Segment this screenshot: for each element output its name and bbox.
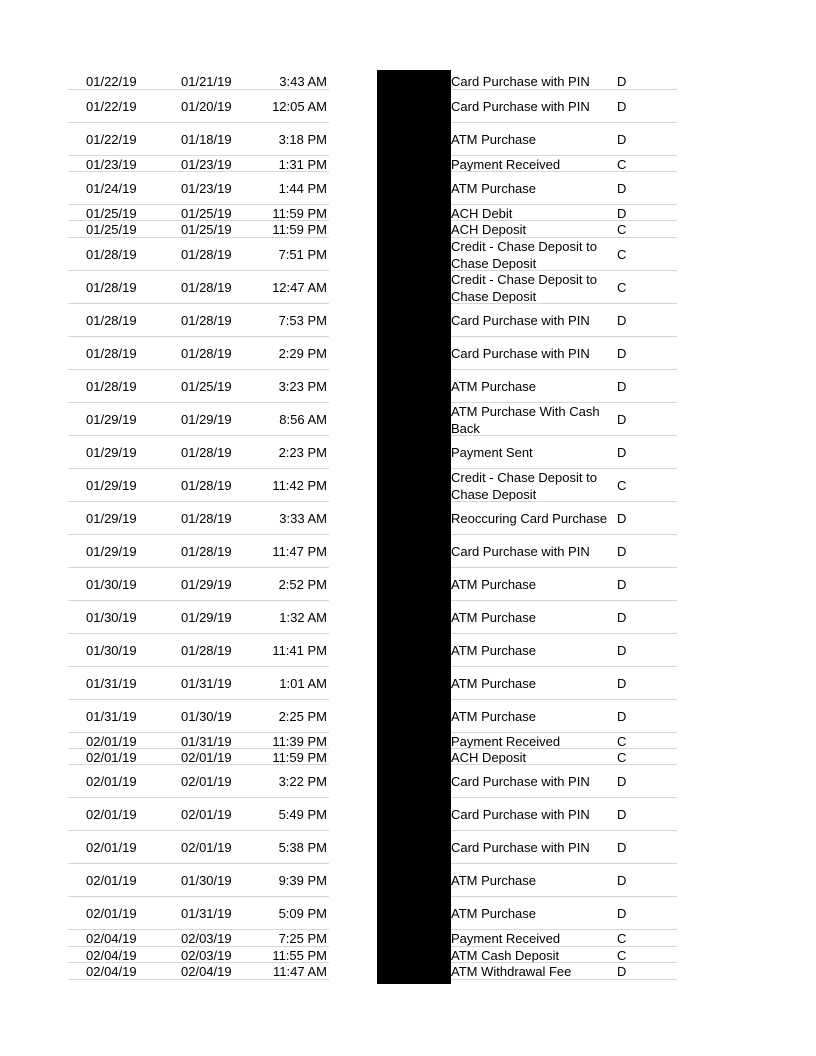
description-cell: Card Purchase with PIN <box>451 544 590 559</box>
description-cell: Credit - Chase Deposit to Chase Deposit <box>451 271 597 304</box>
transaction-date-cell: 01/28/19 <box>181 313 232 328</box>
post-date-cell: 02/01/19 <box>86 749 137 765</box>
transaction-date-cell: 01/29/19 <box>181 610 232 625</box>
post-date-cell: 02/01/19 <box>86 774 137 789</box>
time-cell: 11:59 PM <box>272 222 327 237</box>
type-cell: D <box>617 906 627 921</box>
time-cell: 7:53 PM <box>278 313 327 328</box>
transaction-date-cell: 01/30/19 <box>181 709 232 724</box>
transaction-date-cell: 02/04/19 <box>181 964 232 979</box>
description-cell: Credit - Chase Deposit to Chase Deposit <box>451 469 597 502</box>
type-cell: C <box>617 222 627 237</box>
post-date-cell: 01/31/19 <box>86 676 137 691</box>
transaction-date-cell: 01/28/19 <box>181 544 232 559</box>
time-cell: 11:59 PM <box>272 749 327 765</box>
post-date-cell: 01/30/19 <box>86 610 137 625</box>
post-date-cell: 01/29/19 <box>86 478 137 493</box>
transaction-date-cell: 01/28/19 <box>181 511 232 526</box>
time-cell: 5:49 PM <box>278 807 327 822</box>
type-cell: C <box>617 947 627 963</box>
time-cell: 11:42 PM <box>272 478 327 493</box>
type-cell: D <box>617 412 627 427</box>
type-cell: D <box>617 610 627 625</box>
description-cell: ATM Withdrawal Fee <box>451 964 572 979</box>
time-cell: 3:33 AM <box>279 511 327 526</box>
post-date-cell: 01/25/19 <box>86 205 137 221</box>
post-date-cell: 01/22/19 <box>86 99 137 114</box>
time-cell: 11:47 AM <box>273 964 327 979</box>
time-cell: 3:23 PM <box>278 379 327 394</box>
time-cell: 11:47 PM <box>272 544 327 559</box>
description-cell: ATM Cash Deposit <box>451 947 560 963</box>
post-date-cell: 01/25/19 <box>86 222 137 237</box>
transaction-date-cell: 02/01/19 <box>181 840 232 855</box>
post-date-cell: 01/28/19 <box>86 247 137 262</box>
description-cell: Card Purchase with PIN <box>451 99 590 114</box>
transaction-date-cell: 02/01/19 <box>181 774 232 789</box>
description-cell: Card Purchase with PIN <box>451 74 590 89</box>
transaction-date-cell: 01/28/19 <box>181 643 232 658</box>
type-cell: D <box>617 379 627 394</box>
transaction-date-cell: 01/29/19 <box>181 577 232 592</box>
time-cell: 2:25 PM <box>278 709 327 724</box>
transaction-date-cell: 01/28/19 <box>181 445 232 460</box>
description-cell: ATM Purchase <box>451 709 537 724</box>
type-cell: D <box>617 445 627 460</box>
time-cell: 7:51 PM <box>278 247 327 262</box>
transaction-date-cell: 01/31/19 <box>181 733 232 749</box>
post-date-cell: 02/01/19 <box>86 906 137 921</box>
time-cell: 3:18 PM <box>278 132 327 147</box>
time-cell: 1:31 PM <box>278 156 327 172</box>
post-date-cell: 01/30/19 <box>86 643 137 658</box>
transaction-date-cell: 01/28/19 <box>181 247 232 262</box>
description-cell: Payment Sent <box>451 445 533 460</box>
type-cell: D <box>617 964 627 979</box>
time-cell: 3:22 PM <box>278 774 327 789</box>
description-cell: ATM Purchase <box>451 132 537 147</box>
description-cell: ATM Purchase <box>451 577 537 592</box>
transaction-date-cell: 01/23/19 <box>181 181 232 196</box>
transaction-date-cell: 01/23/19 <box>181 156 232 172</box>
transaction-date-cell: 01/28/19 <box>181 478 232 493</box>
type-cell: D <box>617 181 627 196</box>
transaction-date-cell: 02/01/19 <box>181 807 232 822</box>
type-cell: C <box>617 733 627 749</box>
type-cell: D <box>617 99 627 114</box>
description-cell: Credit - Chase Deposit to Chase Deposit <box>451 238 597 271</box>
transaction-date-cell: 01/30/19 <box>181 873 232 888</box>
post-date-cell: 01/31/19 <box>86 709 137 724</box>
time-cell: 2:52 PM <box>278 577 327 592</box>
time-cell: 11:41 PM <box>272 643 327 658</box>
time-cell: 2:29 PM <box>278 346 327 361</box>
post-date-cell: 02/01/19 <box>86 733 137 749</box>
type-cell: C <box>617 931 627 946</box>
post-date-cell: 01/28/19 <box>86 346 137 361</box>
type-cell: C <box>617 749 627 765</box>
description-cell: Payment Received <box>451 931 561 946</box>
time-cell: 3:43 AM <box>279 74 327 89</box>
type-cell: D <box>617 544 627 559</box>
description-cell: Card Purchase with PIN <box>451 346 590 361</box>
description-cell: ATM Purchase <box>451 610 537 625</box>
transaction-date-cell: 02/03/19 <box>181 931 232 946</box>
type-cell: D <box>617 873 627 888</box>
redaction-bar <box>377 70 451 984</box>
type-cell: C <box>617 478 627 493</box>
time-cell: 1:32 AM <box>279 610 327 625</box>
type-cell: D <box>617 709 627 724</box>
time-cell: 11:59 PM <box>272 205 327 221</box>
row-divider <box>451 979 677 980</box>
description-cell: ATM Purchase <box>451 906 537 921</box>
transaction-date-cell: 01/28/19 <box>181 280 232 295</box>
post-date-cell: 01/22/19 <box>86 74 137 89</box>
post-date-cell: 01/28/19 <box>86 280 137 295</box>
type-cell: C <box>617 280 627 295</box>
time-cell: 12:47 AM <box>272 280 327 295</box>
transaction-date-cell: 01/21/19 <box>181 74 232 89</box>
description-cell: ATM Purchase With Cash Back <box>451 403 600 436</box>
time-cell: 1:01 AM <box>279 676 327 691</box>
transaction-date-cell: 01/18/19 <box>181 132 232 147</box>
transaction-date-cell: 01/25/19 <box>181 222 232 237</box>
type-cell: D <box>617 132 627 147</box>
time-cell: 5:38 PM <box>278 840 327 855</box>
post-date-cell: 01/23/19 <box>86 156 137 172</box>
type-cell: D <box>617 643 627 658</box>
time-cell: 7:25 PM <box>278 931 327 946</box>
description-cell: Card Purchase with PIN <box>451 840 590 855</box>
time-cell: 11:39 PM <box>272 733 327 749</box>
type-cell: D <box>617 74 627 89</box>
post-date-cell: 02/04/19 <box>86 964 137 979</box>
post-date-cell: 01/29/19 <box>86 445 137 460</box>
post-date-cell: 01/30/19 <box>86 577 137 592</box>
transaction-date-cell: 01/31/19 <box>181 906 232 921</box>
description-cell: Card Purchase with PIN <box>451 807 590 822</box>
type-cell: D <box>617 511 627 526</box>
description-cell: Payment Received <box>451 733 561 749</box>
time-cell: 12:05 AM <box>272 99 327 114</box>
type-cell: D <box>617 313 627 328</box>
description-cell: ATM Purchase <box>451 643 537 658</box>
type-cell: D <box>617 577 627 592</box>
post-date-cell: 02/04/19 <box>86 947 137 963</box>
time-cell: 8:56 AM <box>279 412 327 427</box>
time-cell: 11:55 PM <box>272 947 327 963</box>
description-cell: ACH Debit <box>451 205 513 221</box>
post-date-cell: 01/29/19 <box>86 412 137 427</box>
description-cell: ACH Deposit <box>451 222 527 237</box>
transaction-date-cell: 02/03/19 <box>181 947 232 963</box>
post-date-cell: 01/29/19 <box>86 544 137 559</box>
time-cell: 5:09 PM <box>278 906 327 921</box>
time-cell: 9:39 PM <box>278 873 327 888</box>
type-cell: D <box>617 346 627 361</box>
row-divider <box>68 979 329 980</box>
transaction-date-cell: 01/28/19 <box>181 346 232 361</box>
type-cell: D <box>617 840 627 855</box>
type-cell: C <box>617 247 627 262</box>
time-cell: 1:44 PM <box>278 181 327 196</box>
post-date-cell: 02/01/19 <box>86 807 137 822</box>
transaction-date-cell: 01/29/19 <box>181 412 232 427</box>
post-date-cell: 01/29/19 <box>86 511 137 526</box>
description-cell: Payment Received <box>451 156 561 172</box>
type-cell: D <box>617 774 627 789</box>
description-cell: ATM Purchase <box>451 181 537 196</box>
post-date-cell: 02/01/19 <box>86 873 137 888</box>
post-date-cell: 02/01/19 <box>86 840 137 855</box>
type-cell: D <box>617 205 627 221</box>
description-cell: ATM Purchase <box>451 873 537 888</box>
description-cell: Reoccuring Card Purchase <box>451 511 608 526</box>
post-date-cell: 01/28/19 <box>86 379 137 394</box>
time-cell: 2:23 PM <box>278 445 327 460</box>
type-cell: D <box>617 807 627 822</box>
post-date-cell: 01/28/19 <box>86 313 137 328</box>
transaction-date-cell: 02/01/19 <box>181 749 232 765</box>
description-cell: ATM Purchase <box>451 379 537 394</box>
transaction-date-cell: 01/20/19 <box>181 99 232 114</box>
transaction-date-cell: 01/25/19 <box>181 379 232 394</box>
transaction-date-cell: 01/25/19 <box>181 205 232 221</box>
type-cell: D <box>617 676 627 691</box>
post-date-cell: 02/04/19 <box>86 931 137 946</box>
description-cell: Card Purchase with PIN <box>451 313 590 328</box>
description-cell: ATM Purchase <box>451 676 537 691</box>
post-date-cell: 01/24/19 <box>86 181 137 196</box>
type-cell: C <box>617 156 627 172</box>
transaction-date-cell: 01/31/19 <box>181 676 232 691</box>
post-date-cell: 01/22/19 <box>86 132 137 147</box>
description-cell: ACH Deposit <box>451 749 527 765</box>
description-cell: Card Purchase with PIN <box>451 774 590 789</box>
